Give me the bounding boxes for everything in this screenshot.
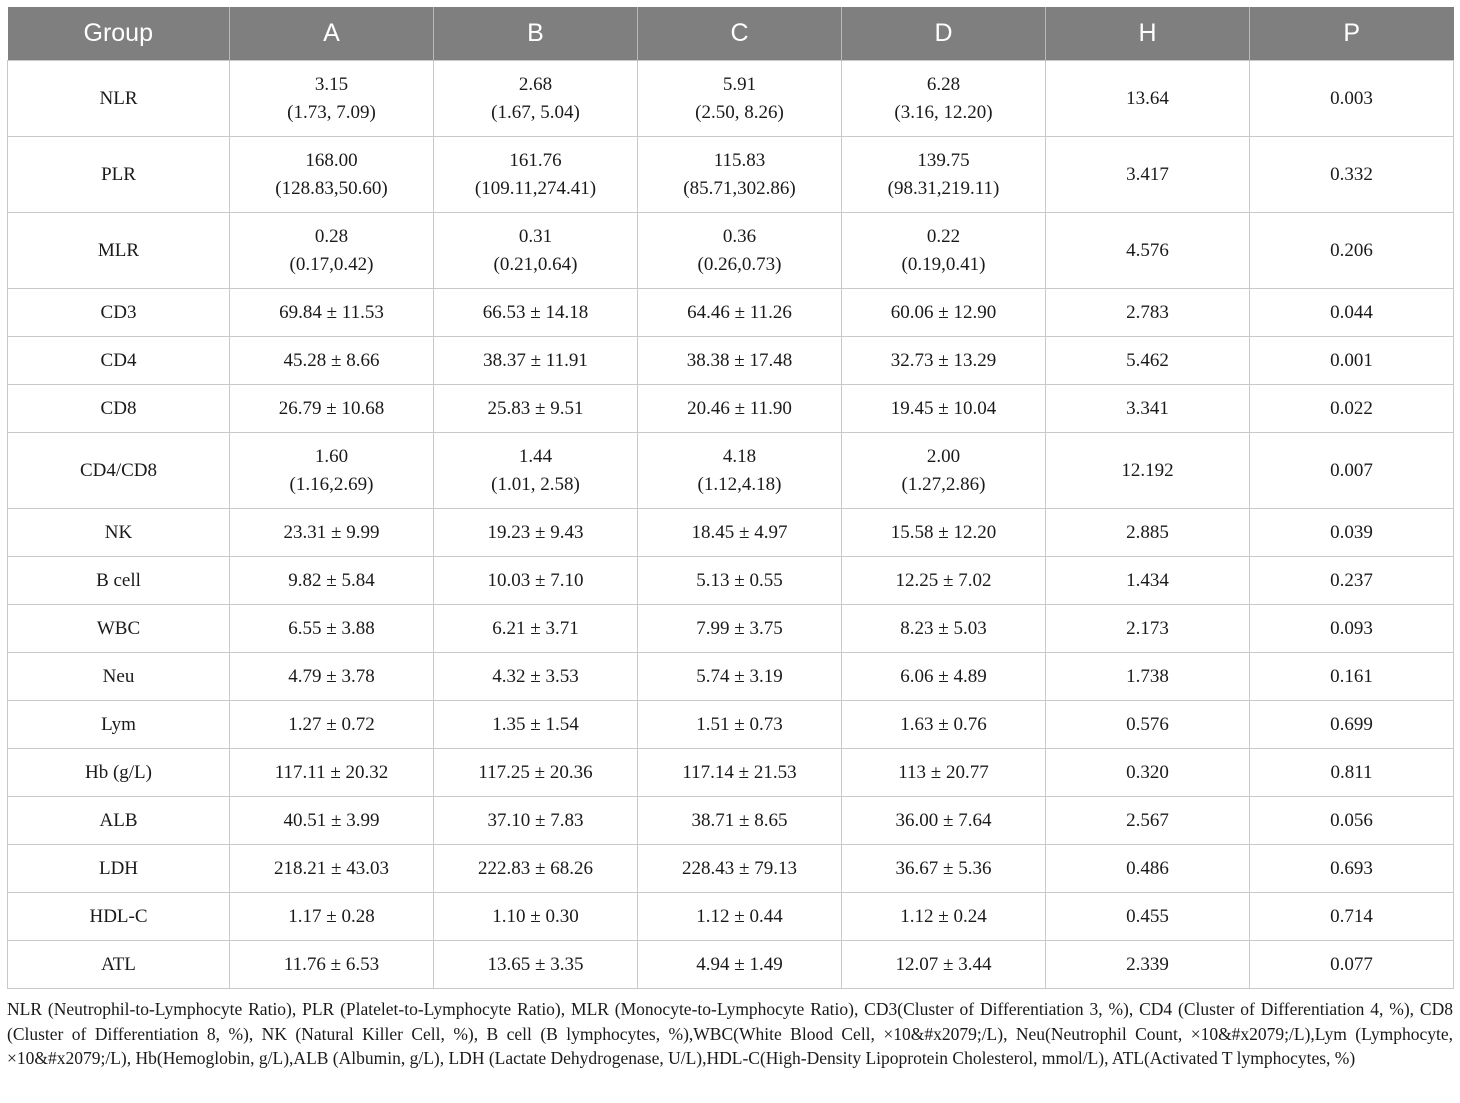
- table-cell: [1046, 557, 1250, 605]
- table-cell: [434, 433, 638, 509]
- cell-value: 9.82 ± 5.84: [288, 569, 375, 591]
- table-row: [8, 509, 1454, 557]
- cell-value: 26.79 ± 10.68: [278, 397, 385, 419]
- cell-value: 1.27 ± 0.72: [288, 713, 375, 735]
- table-cell: [1250, 337, 1454, 385]
- table-cell: [1250, 557, 1454, 605]
- table-cell: [1250, 845, 1454, 893]
- table-cell: [638, 385, 842, 433]
- table-cell: [230, 845, 434, 893]
- cell-value: 23.31 ± 9.99: [283, 521, 380, 543]
- cell-value: 0.007: [1330, 459, 1373, 481]
- table-cell: [230, 289, 434, 337]
- cell-value: 0.31: [518, 225, 553, 247]
- table-cell: [638, 893, 842, 941]
- table-header-row: [8, 7, 1454, 61]
- cell-value: 37.10 ± 7.83: [487, 809, 584, 831]
- cell-value: 5.74 ± 3.19: [696, 665, 783, 687]
- table-cell: [1250, 385, 1454, 433]
- table-cell: [434, 893, 638, 941]
- cell-value: 18.45 ± 4.97: [691, 521, 788, 543]
- cell-value: 5.13 ± 0.55: [696, 569, 783, 591]
- cell-value: 0.044: [1330, 301, 1373, 323]
- cell-value: 1.12 ± 0.24: [900, 905, 987, 927]
- cell-value: 0.28: [314, 225, 349, 247]
- cell-value: 19.23 ± 9.43: [487, 521, 584, 543]
- table-cell: [638, 433, 842, 509]
- table-cell: [842, 749, 1046, 797]
- table-cell: [1250, 509, 1454, 557]
- table-cell: [638, 61, 842, 137]
- cell-value: 36.67 ± 5.36: [895, 857, 992, 879]
- table-cell: [842, 509, 1046, 557]
- cell-value: 1.434: [1126, 569, 1169, 591]
- table-cell: [1046, 605, 1250, 653]
- table-cell: [1250, 941, 1454, 989]
- row-label: Hb (g/L): [8, 749, 230, 797]
- cell-value: 1.63 ± 0.76: [900, 713, 987, 735]
- row-label: NLR: [8, 61, 230, 137]
- cell-value: 3.341: [1126, 397, 1169, 419]
- table-cell: [434, 797, 638, 845]
- cell-range: (1.67, 5.04): [491, 101, 580, 123]
- table-cell: [1250, 137, 1454, 213]
- table-cell: [842, 557, 1046, 605]
- table-cell: [434, 337, 638, 385]
- column-header-d: D: [842, 7, 1046, 61]
- cell-value: 13.64: [1126, 87, 1169, 109]
- table-row: [8, 557, 1454, 605]
- cell-value: 2.68: [518, 73, 553, 95]
- table-cell: [1250, 605, 1454, 653]
- column-header-a: A: [230, 7, 434, 61]
- table-cell: [434, 653, 638, 701]
- cell-value: 0.039: [1330, 521, 1373, 543]
- table-cell: [434, 605, 638, 653]
- cell-value: 2.339: [1126, 953, 1169, 975]
- table-cell: [230, 509, 434, 557]
- cell-value: 45.28 ± 8.66: [283, 349, 380, 371]
- cell-range: (1.73, 7.09): [287, 101, 376, 123]
- cell-value: 4.32 ± 3.53: [492, 665, 579, 687]
- cell-value: 0.36: [722, 225, 757, 247]
- table-cell: [842, 137, 1046, 213]
- table-cell: [842, 653, 1046, 701]
- cell-range: (0.19,0.41): [901, 253, 986, 275]
- table-cell: [434, 749, 638, 797]
- cell-value: 0.486: [1126, 857, 1169, 879]
- table-cell: [638, 137, 842, 213]
- cell-value: 38.37 ± 11.91: [483, 349, 588, 371]
- table-cell: [842, 893, 1046, 941]
- cell-value: 0.693: [1330, 857, 1373, 879]
- cell-range: (1.12,4.18): [697, 473, 782, 495]
- table-cell: [230, 941, 434, 989]
- table-row: [8, 137, 1454, 213]
- table-cell: [638, 557, 842, 605]
- table-row: [8, 941, 1454, 989]
- table-cell: [1046, 337, 1250, 385]
- table-cell: [1046, 653, 1250, 701]
- cell-value: 228.43 ± 79.13: [682, 857, 797, 879]
- table-row: [8, 893, 1454, 941]
- cell-value: 6.06 ± 4.89: [900, 665, 987, 687]
- table-cell: [842, 289, 1046, 337]
- table-cell: [434, 61, 638, 137]
- table-row: [8, 749, 1454, 797]
- cell-value: 0.056: [1330, 809, 1373, 831]
- table-row: [8, 289, 1454, 337]
- cell-value: 0.699: [1330, 713, 1373, 735]
- cell-value: 38.38 ± 17.48: [686, 349, 793, 371]
- table-cell: [1250, 433, 1454, 509]
- table-cell: [638, 605, 842, 653]
- cell-range: (3.16, 12.20): [894, 101, 993, 123]
- table-footnote: NLR (Neutrophil-to-Lymphocyte Ratio), PLR (Platelet-to-Lymphocyte Ratio), MLR (Monocyte-to-Lymphocyte Ratio), CD3(Cluster of Differentiation 3, %), CD4 (Cluster of Differentiation 4, %), CD8 (Cluster of Differentiation 8, %), NK (Natural Killer Cell, %), B cell (B lymphocytes, %),WBC(White Blood Cell, ×10&#x2079;/L), Neu(Neutrophil Count, ×10&#x2079;/L),Lym (Lymphocyte, ×10&#x2079;/L), Hb(Hemoglobin, g/L),ALB (Albumin, g/L), LDH (Lactate Dehydrogenase, U/L),HDL-C(High-Density Lipoprotein Cholesterol, mmol/L), ATL(Activated T lymphocytes, %): [7, 999, 1453, 1068]
- table-cell: [230, 213, 434, 289]
- table-cell: [1046, 433, 1250, 509]
- cell-value: 117.25 ± 20.36: [478, 761, 593, 783]
- cell-value: 4.94 ± 1.49: [696, 953, 783, 975]
- table-cell: [1046, 941, 1250, 989]
- table-cell: [1046, 797, 1250, 845]
- row-label: CD4: [8, 337, 230, 385]
- table-cell: [842, 701, 1046, 749]
- table-cell: [434, 845, 638, 893]
- cell-value: 0.320: [1126, 761, 1169, 783]
- cell-value: 117.14 ± 21.53: [682, 761, 797, 783]
- table-row: [8, 701, 1454, 749]
- table-cell: [842, 213, 1046, 289]
- row-label: CD3: [8, 289, 230, 337]
- cell-value: 3.417: [1126, 163, 1169, 185]
- table-cell: [230, 433, 434, 509]
- cell-value: 66.53 ± 14.18: [482, 301, 589, 323]
- cell-value: 1.51 ± 0.73: [696, 713, 783, 735]
- cell-range: (128.83,50.60): [275, 177, 388, 199]
- table-cell: [1250, 797, 1454, 845]
- cell-range: (1.16,2.69): [289, 473, 374, 495]
- cell-value: 1.60: [314, 445, 349, 467]
- table-cell: [1250, 893, 1454, 941]
- table-row: [8, 337, 1454, 385]
- table-cell: [1046, 509, 1250, 557]
- table-cell: [1250, 213, 1454, 289]
- row-label: ALB: [8, 797, 230, 845]
- table-cell: [842, 337, 1046, 385]
- row-label: HDL-C: [8, 893, 230, 941]
- cell-value: 1.35 ± 1.54: [492, 713, 579, 735]
- cell-value: 20.46 ± 11.90: [687, 397, 792, 419]
- cell-value: 0.001: [1330, 349, 1373, 371]
- table-row: [8, 605, 1454, 653]
- table-cell: [230, 385, 434, 433]
- table-cell: [230, 893, 434, 941]
- table-cell: [842, 385, 1046, 433]
- table-cell: [1046, 749, 1250, 797]
- cell-value: 1.10 ± 0.30: [492, 905, 579, 927]
- cell-value: 40.51 ± 3.99: [283, 809, 380, 831]
- table-cell: [230, 557, 434, 605]
- cell-value: 38.71 ± 8.65: [691, 809, 788, 831]
- row-label: MLR: [8, 213, 230, 289]
- table-cell: [638, 845, 842, 893]
- cell-value: 60.06 ± 12.90: [890, 301, 997, 323]
- cell-value: 6.55 ± 3.88: [288, 617, 375, 639]
- row-label: B cell: [8, 557, 230, 605]
- cell-value: 2.885: [1126, 521, 1169, 543]
- cell-value: 32.73 ± 13.29: [890, 349, 997, 371]
- table-cell: [638, 941, 842, 989]
- row-label: CD8: [8, 385, 230, 433]
- table-cell: [230, 797, 434, 845]
- table-cell: [638, 797, 842, 845]
- table-cell: [1046, 289, 1250, 337]
- cell-value: 12.192: [1121, 459, 1174, 481]
- table-row: [8, 653, 1454, 701]
- cell-value: 0.811: [1330, 761, 1373, 783]
- table-cell: [1250, 289, 1454, 337]
- cell-range: (0.21,0.64): [493, 253, 578, 275]
- cell-range: (1.27,2.86): [901, 473, 986, 495]
- cell-value: 0.003: [1330, 87, 1373, 109]
- cell-value: 113 ± 20.77: [898, 761, 989, 783]
- table-cell: [638, 337, 842, 385]
- table-header: [8, 7, 1454, 61]
- table-cell: [842, 61, 1046, 137]
- cell-value: 0.22: [926, 225, 961, 247]
- cell-value: 115.83: [713, 149, 766, 171]
- table-cell: [842, 797, 1046, 845]
- table-cell: [638, 213, 842, 289]
- cell-range: (98.31,219.11): [887, 177, 1000, 199]
- column-header-b: B: [434, 7, 638, 61]
- row-label: WBC: [8, 605, 230, 653]
- table-cell: [1046, 213, 1250, 289]
- row-label: NK: [8, 509, 230, 557]
- cell-value: 12.07 ± 3.44: [895, 953, 992, 975]
- table-cell: [434, 137, 638, 213]
- data-table-container: [7, 7, 1453, 989]
- cell-value: 8.23 ± 5.03: [900, 617, 987, 639]
- cell-value: 2.00: [926, 445, 961, 467]
- table-cell: [1250, 749, 1454, 797]
- table-cell: [1046, 385, 1250, 433]
- cell-value: 25.83 ± 9.51: [487, 397, 584, 419]
- table-row: [8, 61, 1454, 137]
- cell-range: (1.01, 2.58): [491, 473, 580, 495]
- table-cell: [434, 941, 638, 989]
- cell-value: 4.79 ± 3.78: [288, 665, 375, 687]
- table-row: [8, 845, 1454, 893]
- cell-value: 15.58 ± 12.20: [890, 521, 997, 543]
- column-header-c: C: [638, 7, 842, 61]
- cell-value: 4.18: [722, 445, 757, 467]
- table-cell: [842, 433, 1046, 509]
- cell-value: 0.161: [1330, 665, 1373, 687]
- cell-range: (109.11,274.41): [474, 177, 597, 199]
- cell-value: 1.17 ± 0.28: [288, 905, 375, 927]
- cell-value: 19.45 ± 10.04: [890, 397, 997, 419]
- cell-range: (2.50, 8.26): [695, 101, 784, 123]
- cell-value: 139.75: [917, 149, 970, 171]
- cell-range: (0.26,0.73): [697, 253, 782, 275]
- table-cell: [230, 137, 434, 213]
- table-cell: [842, 845, 1046, 893]
- table-cell: [842, 941, 1046, 989]
- row-label: CD4/CD8: [8, 433, 230, 509]
- table-cell: [230, 701, 434, 749]
- row-label: LDH: [8, 845, 230, 893]
- table-cell: [1046, 845, 1250, 893]
- table-row: [8, 213, 1454, 289]
- row-label: Lym: [8, 701, 230, 749]
- cell-value: 64.46 ± 11.26: [687, 301, 792, 323]
- cell-range: (85.71,302.86): [683, 177, 796, 199]
- column-header-p: P: [1250, 7, 1454, 61]
- cell-value: 7.99 ± 3.75: [696, 617, 783, 639]
- row-label: ATL: [8, 941, 230, 989]
- cell-value: 36.00 ± 7.64: [895, 809, 992, 831]
- table-cell: [230, 605, 434, 653]
- cell-value: 0.022: [1330, 397, 1373, 419]
- table-cell: [1250, 701, 1454, 749]
- cell-value: 161.76: [509, 149, 562, 171]
- row-label: Neu: [8, 653, 230, 701]
- cell-value: 69.84 ± 11.53: [279, 301, 384, 323]
- table-cell: [230, 749, 434, 797]
- table-cell: [638, 749, 842, 797]
- table-cell: [230, 653, 434, 701]
- cell-value: 11.76 ± 6.53: [283, 953, 380, 975]
- cell-value: 0.077: [1330, 953, 1373, 975]
- cell-value: 1.738: [1126, 665, 1169, 687]
- cell-value: 12.25 ± 7.02: [895, 569, 992, 591]
- cell-value: 2.783: [1126, 301, 1169, 323]
- table-cell: [1046, 61, 1250, 137]
- cell-value: 1.44: [518, 445, 553, 467]
- table-row: [8, 797, 1454, 845]
- cell-value: 4.576: [1126, 239, 1169, 261]
- cell-value: 117.11 ± 20.32: [274, 761, 389, 783]
- cell-value: 0.237: [1330, 569, 1373, 591]
- data-table: [7, 7, 1454, 989]
- cell-value: 2.567: [1126, 809, 1169, 831]
- table-cell: [434, 213, 638, 289]
- table-cell: [434, 509, 638, 557]
- cell-value: 0.093: [1330, 617, 1373, 639]
- table-cell: [434, 289, 638, 337]
- cell-value: 3.15: [314, 73, 349, 95]
- row-label: PLR: [8, 137, 230, 213]
- table-cell: [1046, 137, 1250, 213]
- table-cell: [638, 509, 842, 557]
- cell-range: (0.17,0.42): [289, 253, 374, 275]
- table-cell: [434, 385, 638, 433]
- cell-value: 0.206: [1330, 239, 1373, 261]
- cell-value: 5.91: [722, 73, 757, 95]
- cell-value: 1.12 ± 0.44: [696, 905, 783, 927]
- table-cell: [434, 557, 638, 605]
- table-cell: [1046, 701, 1250, 749]
- cell-value: 6.28: [926, 73, 961, 95]
- table-cell: [1250, 653, 1454, 701]
- table-cell: [230, 337, 434, 385]
- cell-value: 10.03 ± 7.10: [487, 569, 584, 591]
- table-row: [8, 385, 1454, 433]
- cell-value: 222.83 ± 68.26: [478, 857, 593, 879]
- table-cell: [842, 605, 1046, 653]
- table-cell: [230, 61, 434, 137]
- cell-value: 5.462: [1126, 349, 1169, 371]
- table-row: [8, 433, 1454, 509]
- table-cell: [1250, 61, 1454, 137]
- cell-value: 6.21 ± 3.71: [492, 617, 579, 639]
- table-cell: [638, 701, 842, 749]
- cell-value: 13.65 ± 3.35: [487, 953, 584, 975]
- cell-value: 0.455: [1126, 905, 1169, 927]
- column-header-group: Group: [8, 7, 230, 61]
- cell-value: 168.00: [305, 149, 358, 171]
- table-body: [8, 61, 1454, 989]
- table-cell: [434, 701, 638, 749]
- cell-value: 2.173: [1126, 617, 1169, 639]
- cell-value: 0.332: [1330, 163, 1373, 185]
- table-cell: [1046, 893, 1250, 941]
- cell-value: 0.714: [1330, 905, 1373, 927]
- cell-value: 218.21 ± 43.03: [274, 857, 389, 879]
- table-cell: [638, 289, 842, 337]
- column-header-h: H: [1046, 7, 1250, 61]
- cell-value: 0.576: [1126, 713, 1169, 735]
- table-cell: [638, 653, 842, 701]
